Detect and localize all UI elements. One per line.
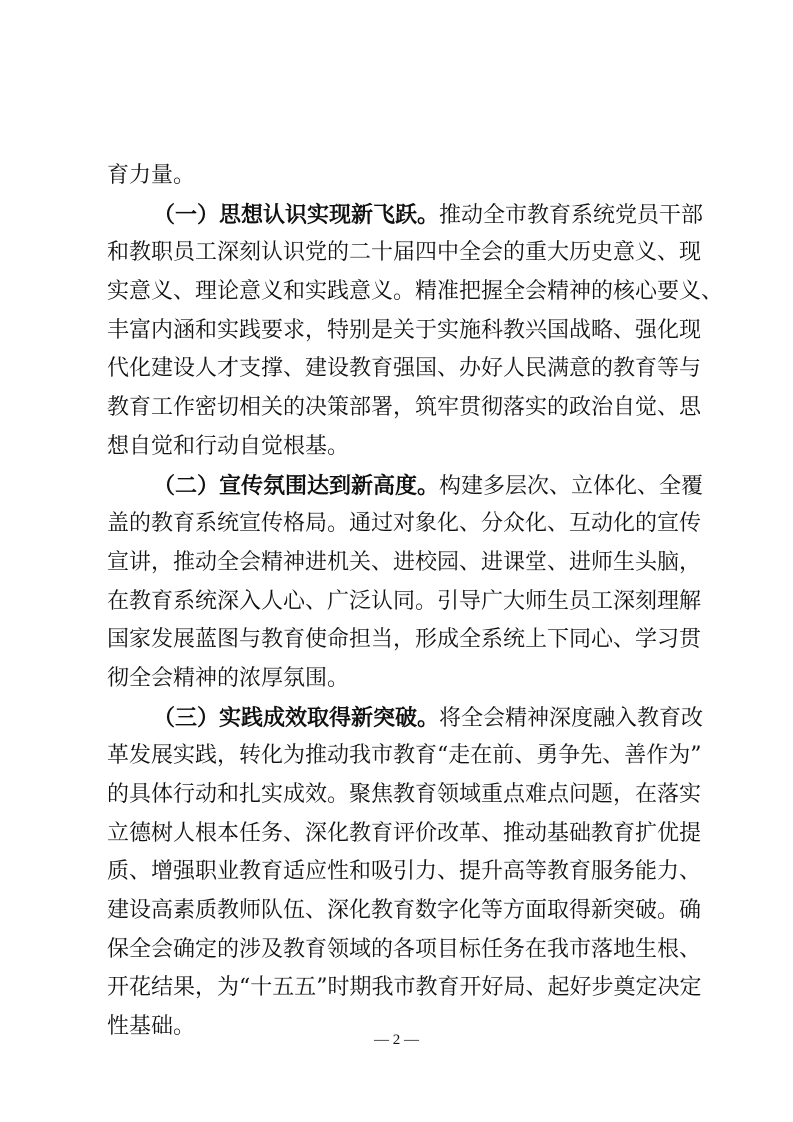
text-line: 实意义、理论意义和实践意义。精准把握全会精神的核心要义、 (107, 279, 724, 305)
section-first-line (107, 467, 704, 506)
document-body (107, 157, 724, 1047)
section-heading: （二）宣传氛围达到新高度。 (153, 472, 440, 499)
text-line: 盖的教育系统宣传格局。通过对象化、分众化、互动化的宣传 (107, 511, 702, 537)
text-line: 代化建设人才支撑、建设教育强国、办好人民满意的教育等与 (107, 356, 702, 382)
text-line: 在教育系统深入人心、广泛认同。引导广大师生员工深刻理解 (107, 588, 702, 614)
section-text: 将全会精神深度融入教育改 (439, 705, 704, 731)
text-line: 教育工作密切相关的决策部署，筑牢贯彻落实的政治自觉、思 (107, 395, 702, 421)
page-number: — 2 — (374, 1032, 419, 1048)
section-3 (107, 699, 704, 1047)
text-line: 开花结果，为“十五五”时期我市教育开好局、起好步奠定决定 (107, 975, 702, 1001)
text-line: 国家发展蓝图与教育使命担当，形成全系统上下同心、学习贯 (107, 627, 702, 653)
section-2 (107, 467, 704, 699)
text-line: 丰富内涵和实践要求，特别是关于实施科教兴国战略、强化现 (107, 317, 702, 343)
section-first-line (107, 196, 704, 235)
text-line: 性基础。 (107, 1014, 196, 1040)
section-first-line (107, 699, 704, 738)
text-line: 建设高素质教师队伍、深化教育数字化等方面取得新突破。确 (107, 898, 702, 924)
intro-line: 育力量。 (107, 163, 196, 188)
section-heading: （三）实践成效取得新突破。 (153, 704, 440, 731)
text-line: 想自觉和行动自觉根基。 (107, 433, 350, 459)
text-line: 保全会确定的涉及教育领域的各项目标任务在我市落地生根、 (107, 936, 702, 962)
section-text: 构建多层次、立体化、全覆 (439, 473, 704, 499)
text-line: 的具体行动和扎实成效。聚焦教育领域重点难点问题，在落实 (107, 782, 702, 807)
text-line: 彻全会精神的浓厚氛围。 (107, 665, 350, 691)
text-line: 宣讲，推动全会精神进机关、进校园、进课堂、进师生头脑， (107, 549, 702, 575)
text-line: 立德树人根本任务、深化教育评价改革、推动基础教育扩优提 (107, 820, 702, 846)
section-text: 推动全市教育系统党员干部 (439, 202, 704, 228)
section-1 (107, 196, 724, 467)
section-heading: （一）思想认识实现新飞跃。 (153, 201, 440, 228)
text-line: 革发展实践，转化为推动我市教育“走在前、勇争先、善作为” (107, 743, 702, 769)
text-line: 质、增强职业教育适应性和吸引力、提升高等教育服务能力、 (107, 859, 702, 885)
text-line: 和教职员工深刻认识党的二十届四中全会的重大历史意义、现 (107, 240, 702, 266)
